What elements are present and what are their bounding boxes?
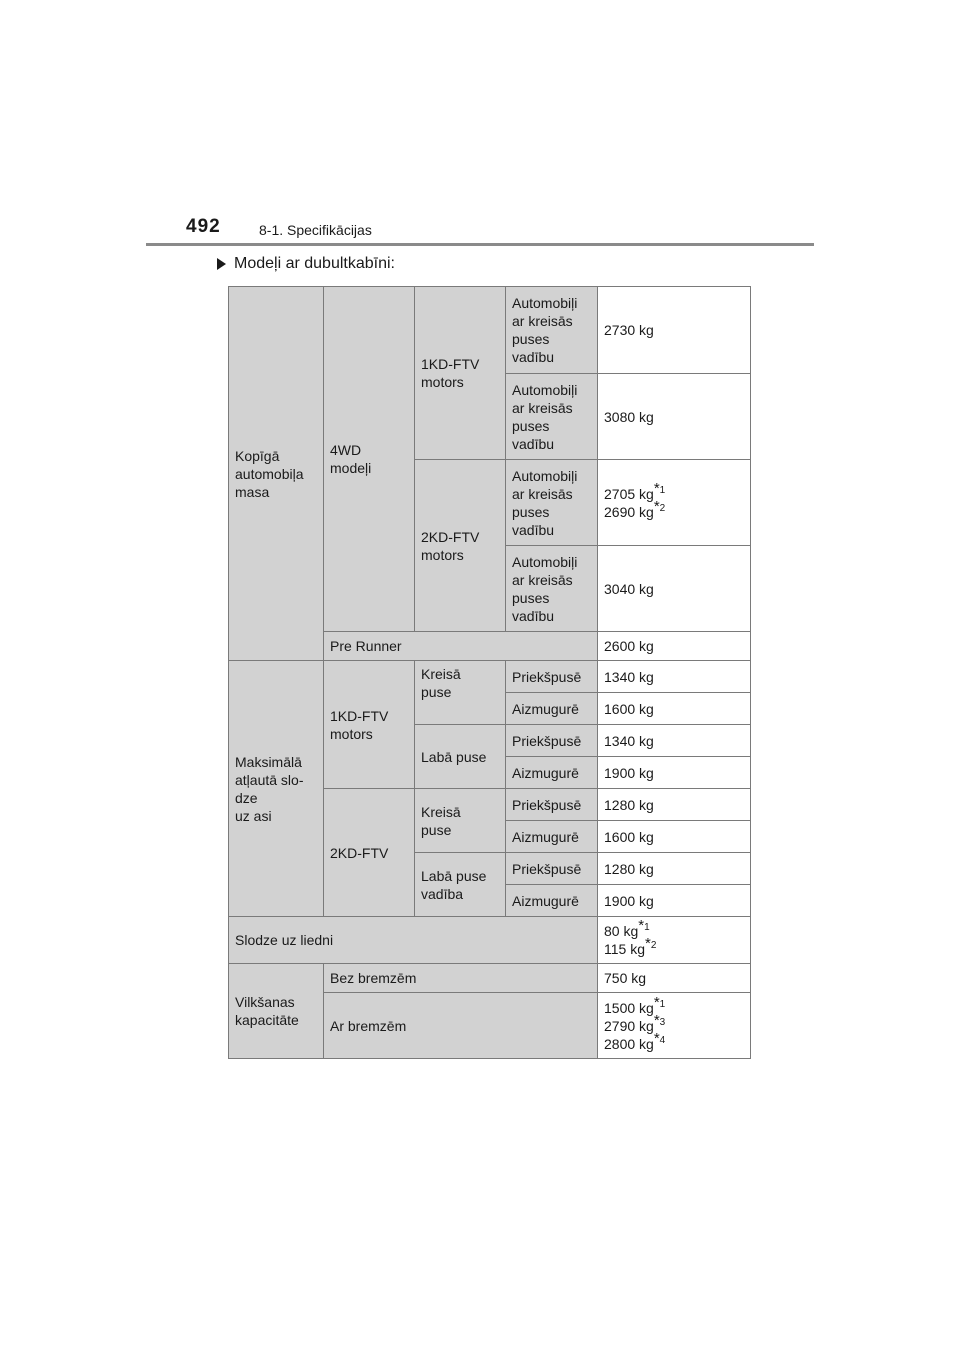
axle-value-cell: 1900 kg bbox=[598, 757, 751, 789]
axle-left-cell: Kreisā puse bbox=[415, 789, 506, 853]
gvm-value-cell: 3080 kg bbox=[598, 374, 751, 460]
section-title: 8-1. Specifikācijas bbox=[259, 222, 372, 238]
gvm-engine-2kd-cell: 2KD-FTV motors bbox=[415, 460, 506, 632]
towing-brakes-value-cell: 1500 $kg^{*1}$ 2790 $kg^{*3}$ 2800 $kg^{*4}$ bbox=[598, 993, 751, 1059]
axle-value-cell: 1600 kg bbox=[598, 821, 751, 853]
axle-engine-1kd-cell: 1KD-FTV motors bbox=[324, 661, 415, 789]
axle-rear-cell: Aizmugurē bbox=[506, 757, 598, 789]
triangle-bullet-icon bbox=[217, 258, 226, 270]
table-row bbox=[229, 287, 751, 374]
axle-value-cell: 1600 kg bbox=[598, 693, 751, 725]
axle-right-cell: Labā puse vadība bbox=[415, 853, 506, 917]
hitch-label-cell: Slodze uz liedni bbox=[229, 917, 598, 964]
towing-brakes-label-cell: Ar bremzēm bbox=[324, 993, 598, 1059]
gvm-engine-1kd-cell: 1KD-FTV motors bbox=[415, 287, 506, 460]
gvm-value-cell: 3040 kg bbox=[598, 546, 751, 632]
axle-label-cell: Maksimālā atļautā slo- dze uz asi bbox=[229, 661, 324, 917]
gvm-drive-cell: Automobiļi ar kreisās puses vadību bbox=[506, 374, 598, 460]
axle-value-cell: 1340 kg bbox=[598, 725, 751, 757]
axle-rear-cell: Aizmugurē bbox=[506, 693, 598, 725]
table-row bbox=[229, 917, 751, 964]
hitch-value-cell: 80 $kg^{*1}$ 115 $kg^{*2}$ bbox=[598, 917, 751, 964]
prerunner-value-cell: 2600 kg bbox=[598, 632, 751, 661]
towing-no-brakes-label-cell: Bez bremzēm bbox=[324, 964, 598, 993]
axle-right-cell: Labā puse bbox=[415, 725, 506, 789]
axle-engine-2kd-cell: 2KD-FTV bbox=[324, 789, 415, 917]
axle-front-cell: Priekšpusē bbox=[506, 661, 598, 693]
page-number: 492 bbox=[186, 216, 221, 237]
towing-no-brakes-value-cell: 750 kg bbox=[598, 964, 751, 993]
axle-rear-cell: Aizmugurē bbox=[506, 885, 598, 917]
axle-value-cell: 1340 kg bbox=[598, 661, 751, 693]
gvm-drive-cell: Automobiļi ar kreisās puses vadību bbox=[506, 460, 598, 546]
gvm-drive-cell: Automobiļi ar kreisās puses vadību bbox=[506, 546, 598, 632]
gvm-4wd-cell: 4WD modeļi bbox=[324, 287, 415, 632]
axle-left-cell: Kreisā puse bbox=[415, 661, 506, 725]
prerunner-label-cell: Pre Runner bbox=[324, 632, 598, 661]
subheading bbox=[217, 255, 395, 273]
axle-front-cell: Priekšpusē bbox=[506, 853, 598, 885]
gvm-drive-cell: Automobiļi ar kreisās puses vadību bbox=[506, 287, 598, 374]
axle-front-cell: Priekšpusē bbox=[506, 725, 598, 757]
gvm-label-cell: Kopīgā automobiļa masa bbox=[229, 287, 324, 661]
specifications-table bbox=[228, 286, 751, 1059]
towing-label-cell: Vilkšanas kapacitāte bbox=[229, 964, 324, 1059]
header-rule bbox=[146, 243, 814, 246]
gvm-value-cell: 2730 kg bbox=[598, 287, 751, 374]
axle-value-cell: 1280 kg bbox=[598, 789, 751, 821]
axle-value-cell: 1900 kg bbox=[598, 885, 751, 917]
gvm-value-cell: 2705 $kg^{*1}$ 2690 $kg^{*2}$ bbox=[598, 460, 751, 546]
axle-rear-cell: Aizmugurē bbox=[506, 821, 598, 853]
axle-front-cell: Priekšpusē bbox=[506, 789, 598, 821]
subheading-text: Modeļi ar dubultkabīni: bbox=[234, 255, 395, 272]
table-row bbox=[229, 661, 751, 693]
table-row bbox=[229, 964, 751, 993]
axle-value-cell: 1280 kg bbox=[598, 853, 751, 885]
